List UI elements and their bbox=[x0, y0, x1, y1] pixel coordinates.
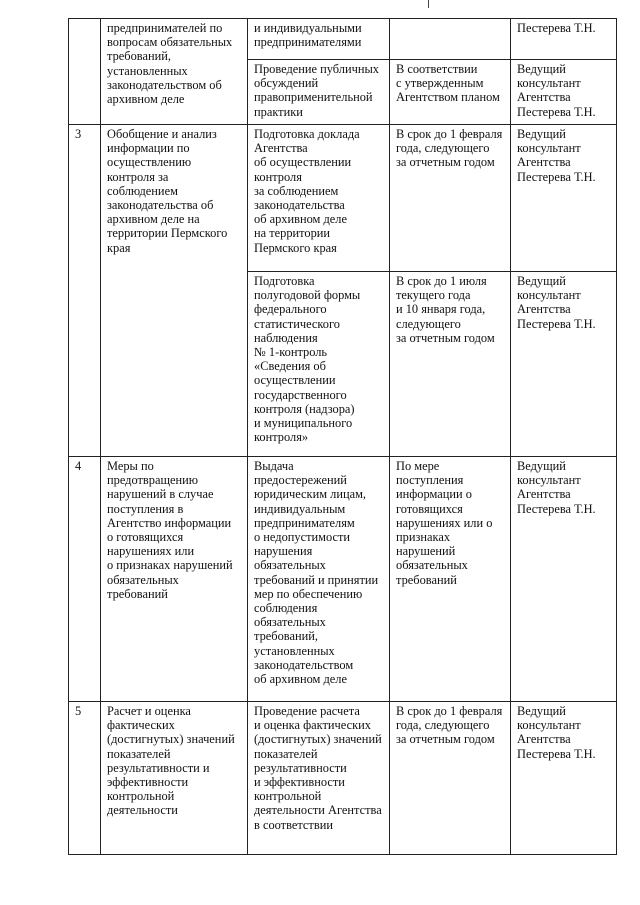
deadline-cell: В срок до 1 февраля года, следующего за отчетным годом bbox=[390, 702, 511, 855]
action-cell: Подготовка доклада Агентства об осуществлении контроля за соблюдением законодательства об архивном деле на территории Пермского края bbox=[248, 125, 390, 272]
deadline-cell: В срок до 1 июля текущего года и 10 января года, следующего за отчетным годом bbox=[390, 272, 511, 457]
responsible-cell: Ведущий консультант Агентства Пестерева Т.Н. bbox=[511, 125, 617, 272]
responsible-cell: Ведущий консультант Агентства Пестерева Т.Н. bbox=[511, 60, 617, 125]
plan-table bbox=[68, 18, 617, 855]
deadline-cell: В соответствии с утвержденным Агентством планом bbox=[390, 60, 511, 125]
responsible-cell: Пестерева Т.Н. bbox=[511, 19, 617, 60]
table-row bbox=[69, 457, 617, 702]
table-row bbox=[69, 125, 617, 272]
responsible-cell: Ведущий консультант Агентства Пестерева Т.Н. bbox=[511, 272, 617, 457]
action-cell: Выдача предостережений юридическим лицам, индивидуальным предпринимателям о недопустимости нарушения обязательных требований и принятии мер по обеспечению соблюдения обязательных требований, установленных законодательством об архивном деле bbox=[248, 457, 390, 702]
measure-cell: Меры по предотвращению нарушений в случае поступления в Агентство информации о готовящихся нарушениях или о признаках нарушений обязательных требований bbox=[101, 457, 248, 702]
row-number: 4 bbox=[69, 457, 101, 702]
action-cell: Проведение публичных обсуждений правоприменительной практики bbox=[248, 60, 390, 125]
row-number: 5 bbox=[69, 702, 101, 855]
responsible-cell: Ведущий консультант Агентства Пестерева Т.Н. bbox=[511, 702, 617, 855]
row-number bbox=[69, 19, 101, 125]
deadline-cell: По мере поступления информации о готовящихся нарушениях или о признаках нарушений обязательных требований bbox=[390, 457, 511, 702]
measure-cell: Обобщение и анализ информации по осуществлению контроля за соблюдением законодательства об архивном деле на территории Пермского края bbox=[101, 125, 248, 457]
action-cell: Проведение расчета и оценка фактических (достигнутых) значений показателей результативности и эффективности контрольной деятельности Агентства в соответствии bbox=[248, 702, 390, 855]
measure-cell: Расчет и оценка фактических (достигнутых) значений показателей результативности и эффективности контрольной деятельности bbox=[101, 702, 248, 855]
action-cell: Подготовка полугодовой формы федерального статистического наблюдения № 1-контроль «Сведения об осуществлении государственного контроля (надзора) и муниципального контроля» bbox=[248, 272, 390, 457]
deadline-cell bbox=[390, 19, 511, 60]
deadline-cell: В срок до 1 февраля года, следующего за отчетным годом bbox=[390, 125, 511, 272]
action-cell: и индивидуальными предпринимателями bbox=[248, 19, 390, 60]
row-number: 3 bbox=[69, 125, 101, 457]
table-row bbox=[69, 702, 617, 855]
measure-cell: предпринимателей по вопросам обязательных требований, установленных законодательством об архивном деле bbox=[101, 19, 248, 125]
responsible-cell: Ведущий консультант Агентства Пестерева Т.Н. bbox=[511, 457, 617, 702]
page-edge-mark bbox=[428, 0, 429, 8]
table-row bbox=[69, 19, 617, 60]
